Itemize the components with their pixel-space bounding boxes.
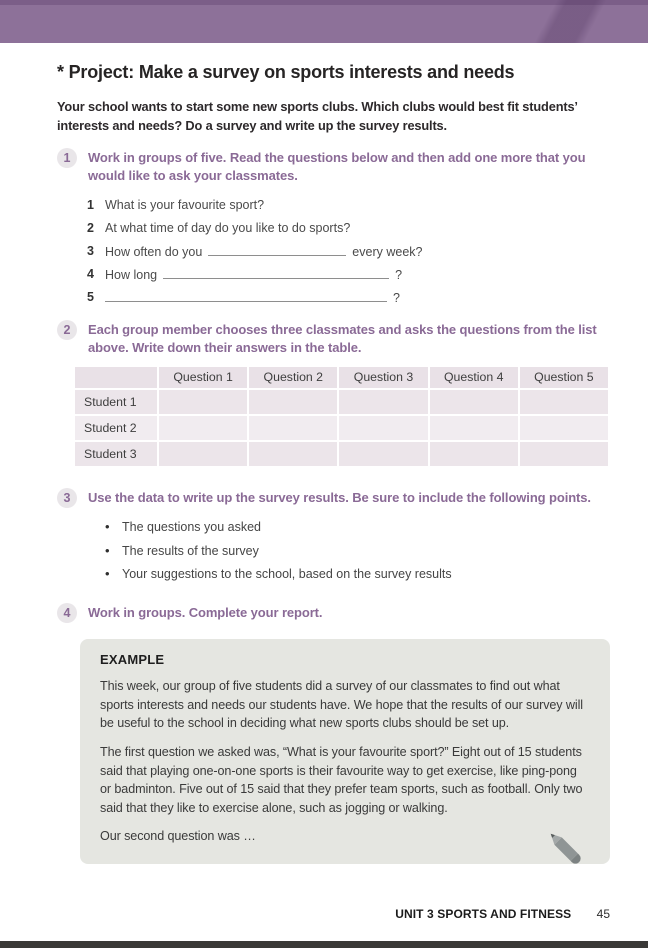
table-cell <box>249 442 337 466</box>
question-number: 1 <box>87 197 94 212</box>
question-item <box>87 267 610 281</box>
page-number: 45 <box>596 907 610 921</box>
table-cell <box>159 390 247 414</box>
question-text: How often do you <box>105 244 203 259</box>
table-row-label: Student 3 <box>75 442 157 466</box>
step-4-number-badge: 4 <box>57 603 77 623</box>
page-curl-shadow <box>498 0 648 43</box>
fill-in-blank <box>163 267 389 279</box>
pencil-icon <box>540 823 588 871</box>
question-text: What is your favourite sport? <box>105 197 265 212</box>
table-cell <box>339 390 427 414</box>
example-paragraph: Our second question was … <box>100 829 256 844</box>
table-cell <box>520 442 608 466</box>
page-title: * Project: Make a survey on sports interests and needs <box>57 62 515 82</box>
step-3 <box>57 489 610 582</box>
question-list <box>87 198 610 304</box>
step-4 <box>57 604 610 864</box>
list-item: • The results of the survey <box>105 545 610 559</box>
question-number: 5 <box>87 289 94 304</box>
table-column-header: Question 1 <box>159 367 247 388</box>
table-cell <box>159 442 247 466</box>
step-3-heading: Use the data to write up the survey results. Be sure to include the following points. <box>88 489 591 505</box>
table-column-header: Question 5 <box>520 367 608 388</box>
step-2-number-badge: 2 <box>57 320 77 340</box>
example-paragraph: This week, our group of five students did a survey of our classmates to find out what sports interests and needs our students have. We hope that the results of our survey will be useful to the school in deciding what new sports clubs should be set up. <box>100 679 583 731</box>
question-item <box>87 244 610 258</box>
table-column-header: Question 4 <box>430 367 518 388</box>
table-cell <box>159 416 247 440</box>
table-cell <box>520 416 608 440</box>
question-text: ? <box>395 267 403 282</box>
unit-title: UNIT 3 SPORTS AND FITNESS <box>395 907 572 921</box>
step-3-number-badge: 3 <box>57 488 77 508</box>
table-cell <box>430 442 518 466</box>
table-corner-cell <box>75 367 157 388</box>
table-cell <box>249 416 337 440</box>
table-cell <box>339 442 427 466</box>
step-1 <box>57 149 610 304</box>
question-text: At what time of day do you like to do sports? <box>105 220 351 235</box>
fill-in-blank <box>208 244 346 256</box>
list-item: • Your suggestions to the school, based on the survey results <box>105 568 610 582</box>
step-1-heading: Work in groups of five. Read the questions below and then add one more that you would like to ask your classmates. <box>88 150 586 184</box>
table-row-label: Student 2 <box>75 416 157 440</box>
table-row-label: Student 1 <box>75 390 157 414</box>
fill-in-blank <box>105 290 387 302</box>
table-column-header: Question 3 <box>339 367 427 388</box>
table-cell <box>430 416 518 440</box>
page-footer <box>395 907 610 921</box>
question-item <box>87 198 610 212</box>
question-text: every week? <box>352 244 423 259</box>
intro-text: Your school wants to start some new sports clubs. Which clubs would best fit students’ interests and needs? Do a survey and write up the survey results. <box>57 99 578 133</box>
question-text: How long <box>105 267 158 282</box>
question-text: ? <box>393 290 400 305</box>
scan-edge-band <box>0 941 648 948</box>
list-item: • The questions you asked <box>105 521 610 535</box>
table-cell <box>520 390 608 414</box>
step-4-heading: Work in groups. Complete your report. <box>88 605 323 621</box>
question-number: 2 <box>87 220 94 235</box>
table-column-header: Question 2 <box>249 367 337 388</box>
page-content <box>0 62 648 864</box>
table-cell <box>430 390 518 414</box>
table-cell <box>249 390 337 414</box>
step-2 <box>57 321 610 466</box>
question-item <box>87 221 610 235</box>
question-number: 3 <box>87 243 94 258</box>
header-band <box>0 0 648 43</box>
points-list <box>105 521 610 582</box>
question-number: 4 <box>87 266 94 281</box>
step-1-number-badge: 1 <box>57 148 77 168</box>
question-item <box>87 290 610 304</box>
survey-table <box>75 367 608 466</box>
table-cell <box>339 416 427 440</box>
step-2-heading: Each group member chooses three classmates and asks the questions from the list above. Write down their answers in the table. <box>88 321 597 355</box>
example-box <box>80 639 610 864</box>
example-label: EXAMPLE <box>100 652 165 668</box>
example-paragraph: The first question we asked was, “What is your favourite sport?” Eight out of 15 students said that playing one-on-one sports is their favourite way to get exercise, like ping-pong or badminton. Five out of 15 said that they prefer team sports, such as football. Only two said that they like to exercise alone, such as jogging or walking. <box>100 744 583 815</box>
